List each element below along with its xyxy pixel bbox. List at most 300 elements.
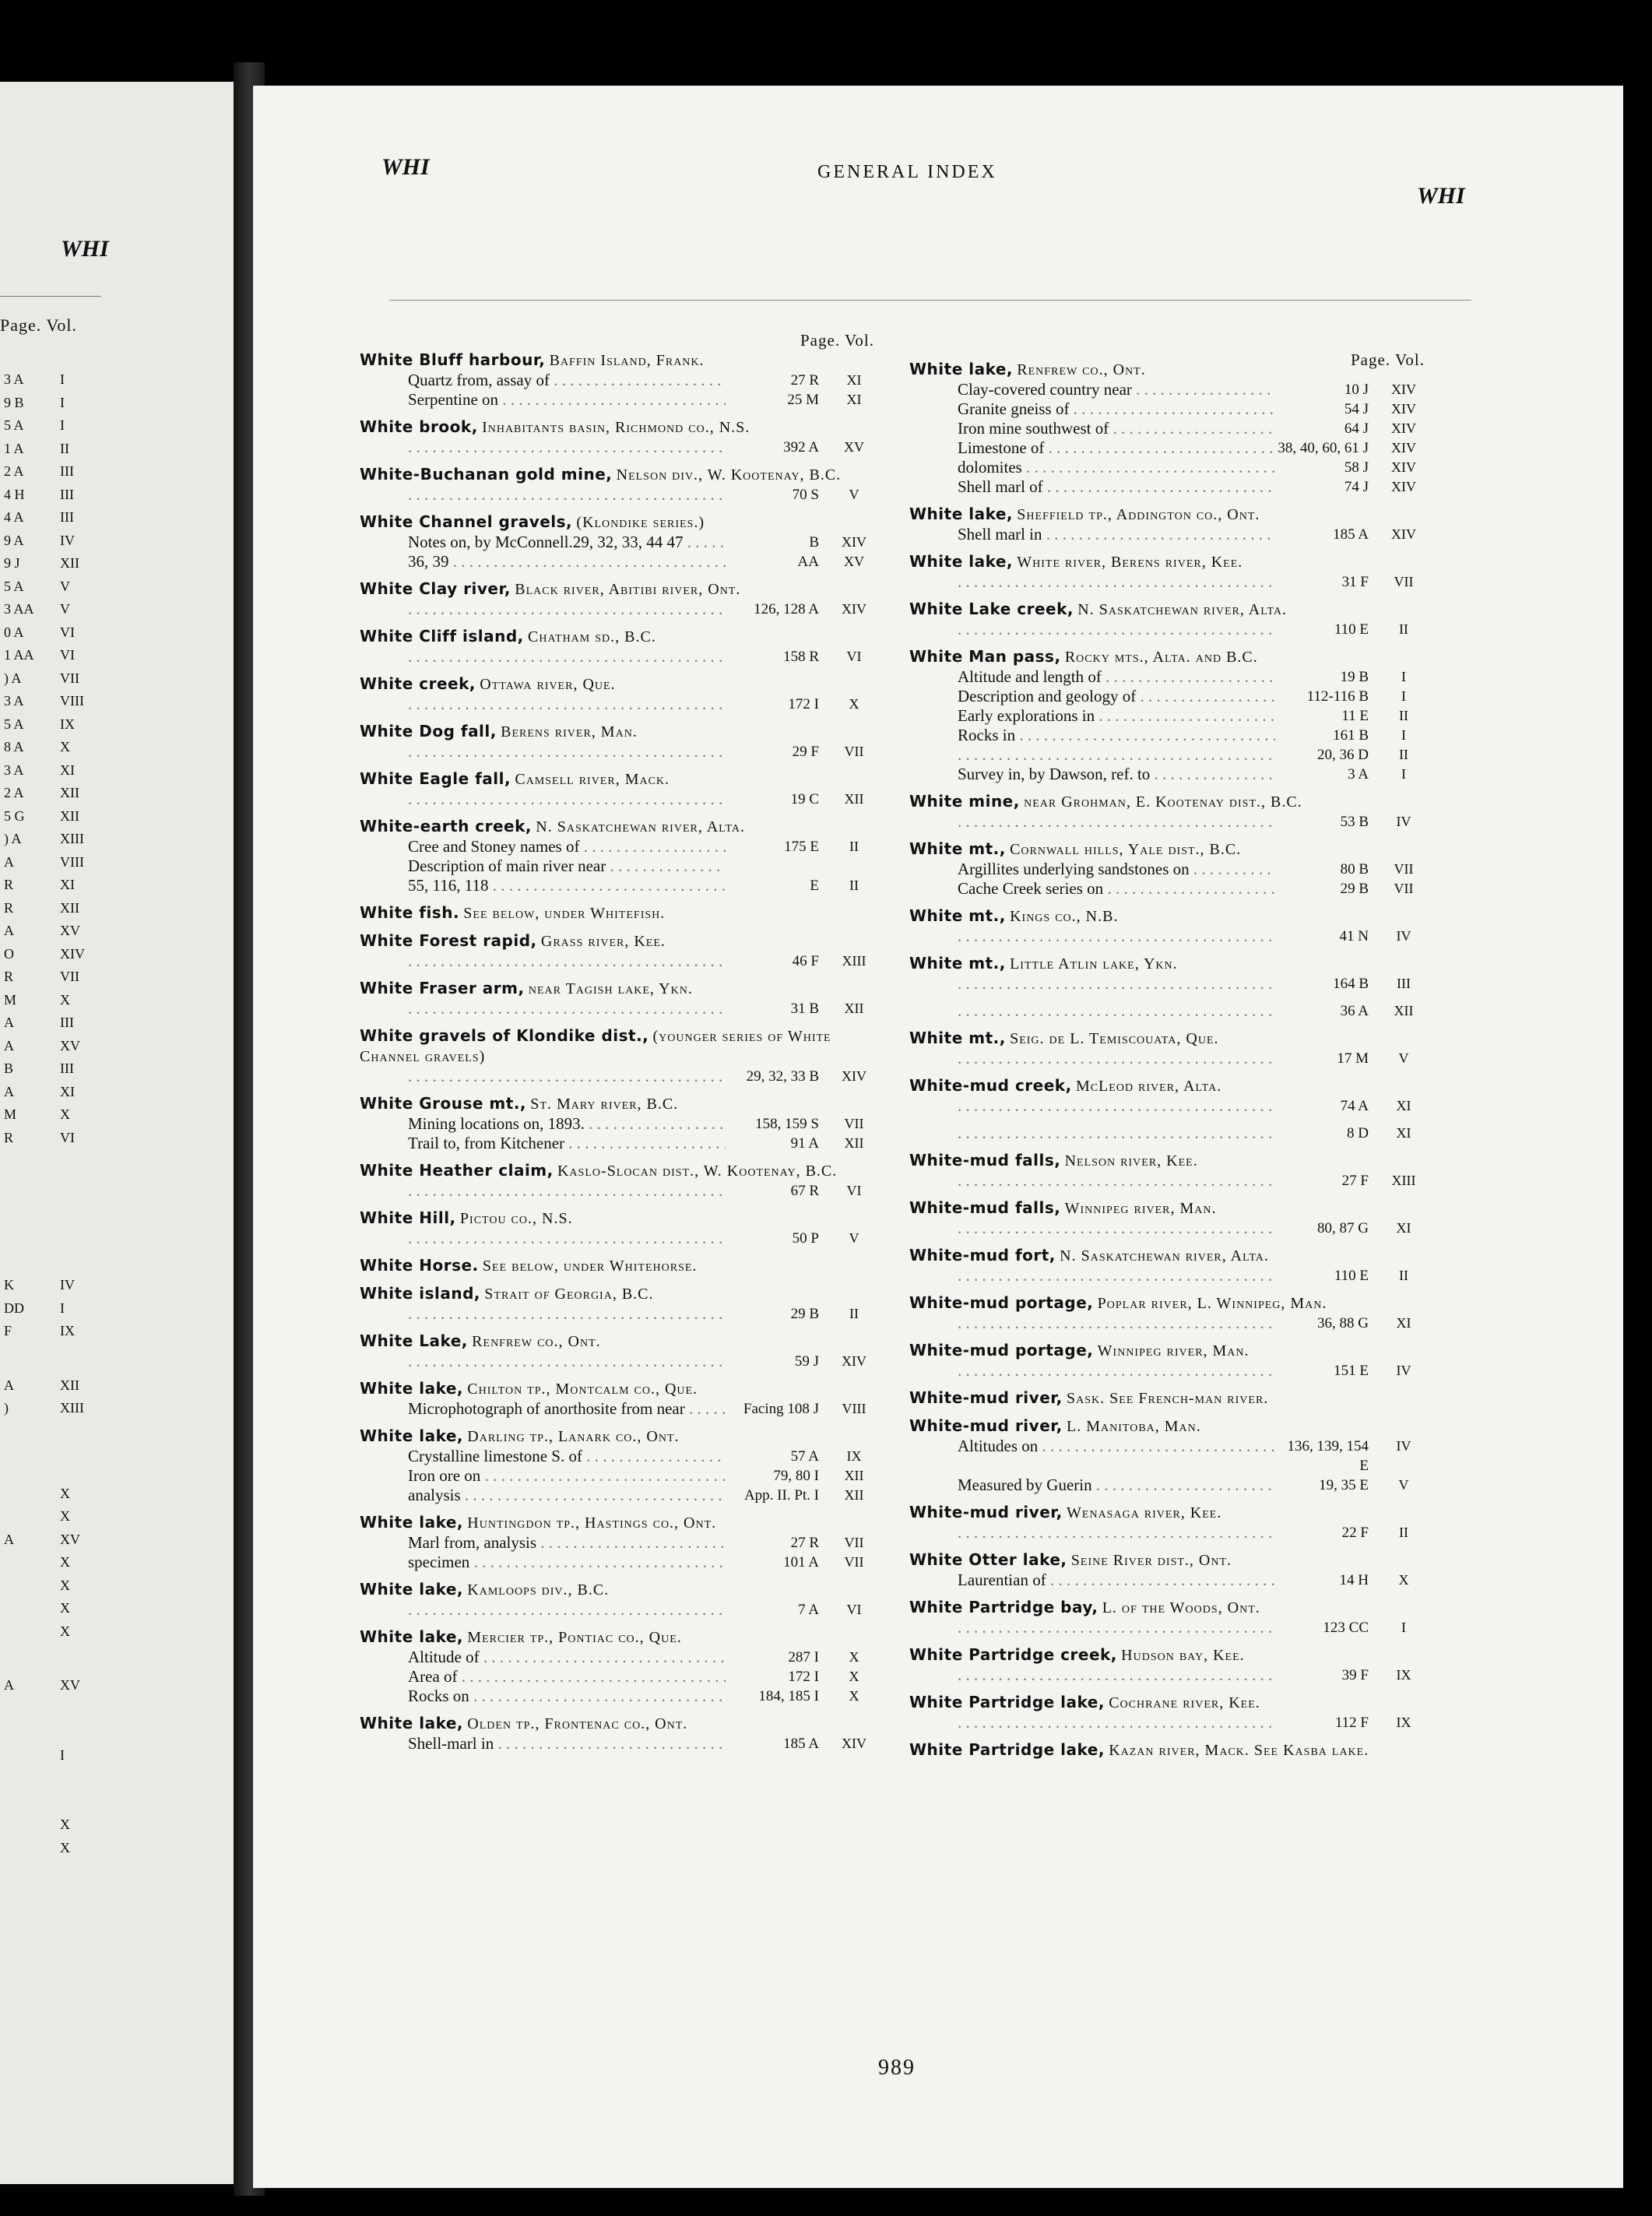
entry-headword: White lake, xyxy=(360,1580,464,1599)
page-ref: 112-116 B xyxy=(1306,688,1369,705)
left-volume-ref: VIII xyxy=(60,693,84,709)
entry-headword: White lake, xyxy=(360,1627,464,1646)
subentry-text: Quartz from, assay of . . . xyxy=(408,371,726,390)
volume-ref: II xyxy=(1399,1268,1408,1283)
entry-headword: White Dog fall, xyxy=(360,722,497,740)
entry-headword: White lake, xyxy=(909,505,1014,523)
index-entry xyxy=(909,1076,1439,1116)
left-volume-ref: VI xyxy=(60,624,75,640)
subentry xyxy=(909,525,1439,544)
index-entry xyxy=(909,600,1439,639)
page-ref: 175 E xyxy=(784,839,819,855)
left-volume-ref: X xyxy=(60,1508,70,1524)
index-entry xyxy=(360,1208,889,1248)
volume-ref: XII xyxy=(844,1001,864,1016)
entry-location: Cochrane river, Kee. xyxy=(1109,1694,1260,1711)
page-ref: 19 B xyxy=(1340,669,1369,685)
volume-ref: XIV xyxy=(1391,401,1416,417)
left-page-ref: A xyxy=(4,853,14,870)
leader-dots xyxy=(408,695,726,714)
page-ref: 17 M xyxy=(1337,1050,1369,1067)
entry-location: Olden tp., Frontenac co., Ont. xyxy=(467,1715,688,1732)
left-page-ref: 1 AA xyxy=(4,647,34,663)
subentry-text: Notes on, by McConnell.29, 32, 33, 44 47 . . . xyxy=(408,533,726,552)
page-ref: 185 A xyxy=(783,1736,819,1752)
left-volume-ref: III xyxy=(60,486,74,502)
index-entry xyxy=(360,817,889,895)
subentry xyxy=(360,1399,889,1419)
entry-reference xyxy=(909,1666,1439,1685)
subentry xyxy=(360,837,889,857)
entry-reference xyxy=(360,999,889,1018)
entry-location: Black river, Abitibi river, Ont. xyxy=(515,581,741,598)
left-volume-ref: XV xyxy=(60,1531,80,1547)
entry-heading xyxy=(360,1026,889,1067)
header-rule xyxy=(389,300,1471,301)
entry-heading xyxy=(909,1503,1439,1523)
left-volume-ref: X xyxy=(60,1839,70,1855)
entry-location: Darling tp., Lanark co., Ont. xyxy=(467,1428,680,1445)
page-ref: 185 A xyxy=(1333,526,1369,543)
entry-reference xyxy=(360,1229,889,1248)
entry-headword: White-mud river, xyxy=(909,1416,1063,1435)
leader-dots xyxy=(958,1171,1275,1191)
page-ref: 19, 35 E xyxy=(1319,1477,1369,1493)
leader-dots xyxy=(958,974,1275,994)
entry-heading xyxy=(909,1416,1439,1437)
page-ref: 59 J xyxy=(794,1353,819,1370)
entry-reference xyxy=(360,1304,889,1324)
subentry xyxy=(360,1533,889,1553)
page-ref: 161 B xyxy=(1333,727,1369,744)
volume-ref: IV xyxy=(1396,814,1411,829)
entry-headword: White Partridge lake, xyxy=(909,1740,1105,1759)
subentry xyxy=(360,1553,889,1572)
leader-dots xyxy=(408,600,726,619)
subentry xyxy=(909,380,1439,399)
left-page-ref: 4 A xyxy=(4,509,24,525)
index-entry xyxy=(909,1124,1439,1143)
entry-heading xyxy=(360,1284,889,1304)
entry-headword: White Partridge lake, xyxy=(909,1693,1105,1711)
entry-location: Wenasaga river, Kee. xyxy=(1067,1504,1222,1521)
subentry-text: Laurentian of . . . xyxy=(958,1571,1275,1590)
left-page-ref: ) A xyxy=(4,670,22,686)
page-ref: AA xyxy=(797,554,819,570)
subentry xyxy=(909,1571,1439,1590)
entry-heading xyxy=(909,1029,1439,1049)
left-volume-ref: I xyxy=(60,1300,65,1316)
left-volume-ref: VI xyxy=(60,647,75,663)
page-number: 989 xyxy=(878,2056,916,2080)
entry-reference xyxy=(909,927,1439,946)
page-ref: 151 E xyxy=(1334,1363,1369,1379)
entry-location: L. of the Woods, Ont. xyxy=(1102,1599,1260,1616)
page-ref: 91 A xyxy=(790,1135,819,1152)
subentry-text: Argillites underlying sandstones on . . . xyxy=(958,860,1275,879)
entry-heading xyxy=(360,1331,889,1352)
page-ref: 7 A xyxy=(798,1602,819,1618)
index-column-2 xyxy=(909,360,1439,1768)
left-volume-ref: III xyxy=(60,509,74,525)
page-ref: 158 R xyxy=(783,649,819,665)
entry-location: Winnipeg river, Man. xyxy=(1064,1200,1217,1217)
entry-heading xyxy=(909,839,1439,860)
page-ref: 74 A xyxy=(1340,1098,1369,1114)
subentry-text: dolomites . . . xyxy=(958,458,1275,477)
volume-ref: V xyxy=(849,487,859,502)
subentry-text: Crystalline limestone S. of . . . xyxy=(408,1447,726,1466)
entry-heading xyxy=(909,792,1439,812)
leader-dots xyxy=(958,812,1275,832)
page-ref: 29 B xyxy=(790,1306,819,1322)
page-ref: 19 C xyxy=(790,791,819,807)
page-ref: 41 N xyxy=(1339,928,1369,944)
volume-ref: XIV xyxy=(1391,459,1416,475)
subentry xyxy=(909,477,1439,497)
index-entry xyxy=(909,1001,1439,1021)
entry-headword: White mt., xyxy=(909,839,1006,858)
entry-location: Chilton tp., Montcalm co., Que. xyxy=(467,1381,698,1398)
entry-heading xyxy=(360,1161,889,1181)
left-volume-ref: I xyxy=(60,371,65,387)
subentry xyxy=(360,371,889,390)
entry-reference xyxy=(360,1181,889,1201)
volume-ref: VII xyxy=(844,744,864,759)
page-ref: 79, 80 I xyxy=(773,1468,819,1484)
subentry-text: Shell marl of . . . xyxy=(958,477,1275,497)
page-ref: 158, 159 S xyxy=(755,1116,819,1132)
page-ref: 27 R xyxy=(790,1535,819,1551)
leader-dots xyxy=(958,572,1275,592)
left-volume-ref: XIII xyxy=(60,1400,84,1416)
left-page-ref: B xyxy=(4,1061,14,1076)
leader-dots xyxy=(408,790,726,809)
left-page-ref: A xyxy=(4,923,14,938)
entry-location: Poplar river, L. Winnipeg, Man. xyxy=(1097,1295,1327,1312)
left-volume-ref: X xyxy=(60,1106,70,1122)
volume-ref: IV xyxy=(1396,1438,1411,1454)
left-page-ref: O xyxy=(4,945,14,962)
volume-ref: V xyxy=(1398,1477,1409,1493)
volume-ref: II xyxy=(849,1306,859,1321)
volume-ref: I xyxy=(1401,766,1406,782)
index-entry xyxy=(360,674,889,714)
leader-dots xyxy=(958,1001,1275,1021)
leader-dots xyxy=(958,1049,1275,1068)
volume-ref: X xyxy=(849,1649,859,1665)
entry-heading xyxy=(909,1550,1439,1571)
index-entry xyxy=(909,1693,1439,1732)
left-volume-ref: XIII xyxy=(60,831,84,846)
left-page-ref: A xyxy=(4,1677,14,1693)
subentry-text: Limestone of . . . xyxy=(958,438,1275,458)
leader-dots xyxy=(958,1618,1275,1637)
entry-headword: White Partridge bay, xyxy=(909,1598,1098,1616)
entry-location: Strait of Georgia, B.C. xyxy=(484,1286,654,1303)
subentry xyxy=(909,860,1439,879)
index-entry xyxy=(909,954,1439,994)
subentry-text: Rocks on . . . xyxy=(408,1687,726,1706)
page-ref: 54 J xyxy=(1344,401,1369,417)
entry-location: Kings co., N.B. xyxy=(1010,908,1119,925)
page-ref: 80, 87 G xyxy=(1317,1220,1369,1236)
entry-headword: White mt., xyxy=(909,954,1006,973)
volume-ref: VII xyxy=(844,1554,864,1570)
entry-location: Pictou co., N.S. xyxy=(459,1210,573,1227)
entry-heading xyxy=(360,350,889,371)
subentry-text: Altitude of . . . xyxy=(408,1648,726,1667)
subentry xyxy=(909,458,1439,477)
left-volume-ref: III xyxy=(60,1015,74,1030)
entry-heading xyxy=(360,769,889,790)
volume-ref: II xyxy=(849,839,859,854)
left-volume-ref: XII xyxy=(60,1377,79,1393)
entry-location: Little Atlin lake, Ykn. xyxy=(1010,955,1178,973)
entry-reference xyxy=(360,600,889,619)
entry-headword: White-mud river, xyxy=(909,1388,1063,1407)
entry-headword: White lake, xyxy=(360,1426,464,1445)
entry-headword: White Heather claim, xyxy=(360,1161,554,1180)
entry-heading xyxy=(909,906,1439,927)
entry-heading xyxy=(360,1580,889,1600)
entry-heading xyxy=(909,600,1439,620)
entry-headword: White Eagle fall, xyxy=(360,769,511,788)
entry-heading xyxy=(909,360,1439,380)
subentry-text: Serpentine on . . . xyxy=(408,390,726,410)
entry-heading xyxy=(909,1198,1439,1219)
left-volume-ref: X xyxy=(60,1600,70,1616)
entry-headword: White-mud river, xyxy=(909,1503,1063,1521)
left-volume-ref: I xyxy=(60,417,65,433)
left-volume-ref: XV xyxy=(60,923,80,938)
page-ref: 25 M xyxy=(787,392,819,408)
entry-reference xyxy=(909,1124,1439,1143)
volume-ref: XII xyxy=(844,1468,864,1483)
left-volume-ref: III xyxy=(60,1061,74,1076)
left-page-ref: A xyxy=(4,1037,14,1053)
page-ref: 126, 128 A xyxy=(754,601,819,617)
left-page-ref: 9 J xyxy=(4,555,20,571)
left-page-ref: R xyxy=(4,899,14,916)
left-page-header: WHI xyxy=(61,236,109,262)
subentry-text: Altitudes on . . . xyxy=(958,1437,1275,1476)
volume-ref: VIII xyxy=(842,1401,866,1416)
page-ref: 164 B xyxy=(1333,976,1369,992)
volume-ref: XV xyxy=(844,439,864,455)
index-entry xyxy=(909,839,1439,899)
entry-headword: White Horse. xyxy=(360,1256,479,1275)
left-page-ref: 2 A xyxy=(4,785,24,800)
page-ref: 110 E xyxy=(1334,621,1369,638)
left-page-ref: 9 B xyxy=(4,394,24,410)
entry-location: McLeod river, Alta. xyxy=(1075,1078,1222,1095)
index-entry xyxy=(360,417,889,457)
entry-heading xyxy=(360,1379,889,1399)
page-ref: 123 CC xyxy=(1323,1620,1369,1636)
volume-ref: II xyxy=(1399,621,1408,637)
entry-location: Rocky mts., Alta. and B.C. xyxy=(1064,649,1258,666)
left-page-ref: R xyxy=(4,969,14,984)
subentry xyxy=(360,533,889,552)
page-ref: 46 F xyxy=(792,953,819,969)
volume-ref: VII xyxy=(1394,574,1414,589)
page-ref: 3 A xyxy=(1348,766,1369,783)
entry-headword: White Lake, xyxy=(360,1331,468,1350)
left-volume-ref: X xyxy=(60,1817,70,1832)
page-ref: 80 B xyxy=(1340,861,1369,878)
left-volume-ref: X xyxy=(60,739,70,754)
left-page-ref: 3 AA xyxy=(4,601,34,617)
entry-headword: White Otter lake, xyxy=(909,1550,1067,1569)
left-volume-ref: XI xyxy=(60,762,75,778)
page-ref: 29 B xyxy=(1340,881,1369,897)
volume-ref: III xyxy=(1397,976,1411,991)
leader-dots xyxy=(958,1219,1275,1238)
entry-heading xyxy=(360,512,889,533)
subentry xyxy=(909,745,1439,765)
index-entry xyxy=(909,1598,1439,1637)
left-volume-ref: IX xyxy=(60,716,75,732)
left-page-ref: 5 A xyxy=(4,417,24,433)
volume-ref: XII xyxy=(844,791,864,807)
volume-ref: XIV xyxy=(1391,526,1416,542)
entry-heading xyxy=(909,954,1439,974)
subentry xyxy=(909,726,1439,745)
page-ref: 110 E xyxy=(1334,1268,1369,1284)
left-page-ref: A xyxy=(4,1083,14,1099)
page-ref: 38, 40, 60, 61 J xyxy=(1278,440,1369,456)
entry-location: Grass river, Kee. xyxy=(540,933,666,950)
index-entry xyxy=(360,1627,889,1706)
entry-headword: White-mud portage, xyxy=(909,1293,1094,1312)
page-ref: 53 B xyxy=(1340,814,1369,830)
entry-headword: White-mud fort, xyxy=(909,1246,1056,1265)
left-volume-ref: VIII xyxy=(60,853,84,870)
subentry-text: Trail to, from Kitchener . . . xyxy=(408,1134,726,1153)
index-entry xyxy=(909,906,1439,946)
entry-location: near Grohman, E. Kootenay dist., B.C. xyxy=(1024,793,1302,811)
index-entry xyxy=(909,647,1439,784)
page-ref: 112 F xyxy=(1334,1715,1369,1731)
entry-headword: White Clay river, xyxy=(360,579,511,598)
index-entry xyxy=(360,579,889,619)
volume-ref: XIV xyxy=(842,1736,866,1751)
volume-ref: II xyxy=(1399,1525,1408,1540)
volume-ref: VII xyxy=(1394,881,1414,896)
volume-ref: I xyxy=(1401,727,1406,743)
index-entry xyxy=(360,1026,889,1086)
volume-ref: VII xyxy=(844,1116,864,1131)
index-entry xyxy=(360,722,889,762)
index-entry xyxy=(909,792,1439,832)
leader-dots xyxy=(958,1713,1275,1732)
entry-heading xyxy=(909,552,1439,572)
entry-location: Seig. de L. Temiscouata, Que. xyxy=(1010,1030,1219,1047)
entry-headword: White-mud falls, xyxy=(909,1198,1061,1217)
left-volume-ref: V xyxy=(60,578,70,594)
subentry xyxy=(360,1466,889,1486)
leader-dots xyxy=(958,1666,1275,1685)
volume-ref: VII xyxy=(844,1535,864,1550)
page-ref: 10 J xyxy=(1344,382,1369,398)
entry-heading xyxy=(360,903,889,923)
column2-header: Page. Vol. xyxy=(1351,350,1425,369)
volume-ref: I xyxy=(1401,669,1406,684)
volume-ref: XI xyxy=(1396,1220,1411,1236)
entry-location: Berens river, Man. xyxy=(501,723,638,740)
entry-headword: White lake, xyxy=(360,1714,464,1732)
page-ref: 22 F xyxy=(1341,1525,1369,1541)
entry-headword: White mt., xyxy=(909,906,1006,925)
page-ref: 36 A xyxy=(1340,1003,1369,1019)
index-entry xyxy=(360,1161,889,1201)
left-page-ref: A xyxy=(4,1531,14,1547)
page-ref: 11 E xyxy=(1341,708,1369,724)
subentry-text: Altitude and length of . . . xyxy=(958,667,1275,687)
volume-ref: V xyxy=(1398,1050,1409,1066)
entry-location: Huntingdon tp., Hastings co., Ont. xyxy=(467,1514,717,1532)
left-volume-ref: XIV xyxy=(60,945,85,962)
entry-reference xyxy=(909,1266,1439,1286)
entry-reference xyxy=(909,1096,1439,1116)
volume-ref: XIII xyxy=(842,953,866,969)
index-entry xyxy=(360,1714,889,1753)
volume-ref: XII xyxy=(1394,1003,1414,1018)
entry-heading xyxy=(909,1076,1439,1096)
subentry xyxy=(909,1476,1439,1495)
left-page-ref: K xyxy=(4,1277,14,1293)
volume-ref: XIII xyxy=(1391,1173,1416,1188)
left-page-ref: A xyxy=(4,1015,14,1030)
entry-headword: White mt., xyxy=(909,1029,1006,1047)
volume-ref: II xyxy=(1399,747,1408,762)
subentry xyxy=(360,857,889,876)
left-page-rule xyxy=(0,296,101,297)
entry-reference xyxy=(360,438,889,457)
page-ref: 101 A xyxy=(783,1554,819,1571)
page-ref: 14 H xyxy=(1339,1572,1369,1588)
left-page-ref: 2 A xyxy=(4,463,24,479)
entry-reference xyxy=(909,1219,1439,1238)
subentry-text: Mining locations on, 1893. . . . xyxy=(408,1114,726,1134)
page-ref: 287 I xyxy=(788,1649,819,1666)
entry-location: Baffin Island, Frank. xyxy=(549,352,705,369)
entry-location: St. Mary river, B.C. xyxy=(530,1096,679,1113)
subentry-text: Shell marl in . . . xyxy=(958,525,1275,544)
subentry-text: Description and geology of . . . xyxy=(958,687,1275,706)
entry-reference xyxy=(360,1352,889,1371)
volume-ref: XIV xyxy=(1391,479,1416,494)
leader-dots xyxy=(958,1361,1275,1381)
page-ref: 57 A xyxy=(790,1448,819,1465)
left-volume-ref: X xyxy=(60,1623,70,1639)
entry-location: (younger series of White Channel gravels) xyxy=(360,1028,831,1065)
entry-headword: White Man pass, xyxy=(909,647,1061,666)
entry-heading xyxy=(909,1151,1439,1171)
entry-heading xyxy=(360,627,889,647)
entry-location: N. Saskatchewan river, Alta. xyxy=(536,818,745,835)
volume-ref: IX xyxy=(1396,1715,1411,1730)
left-page-ref: R xyxy=(4,1129,14,1145)
entry-headword: White-mud creek, xyxy=(909,1076,1072,1095)
entry-headword: White-mud falls, xyxy=(909,1151,1061,1170)
subentry xyxy=(909,667,1439,687)
leader-dots xyxy=(408,438,726,457)
entry-location: N. Saskatchewan river, Alta. xyxy=(1060,1247,1269,1265)
leader-dots xyxy=(408,951,726,971)
index-entry xyxy=(360,1580,889,1620)
